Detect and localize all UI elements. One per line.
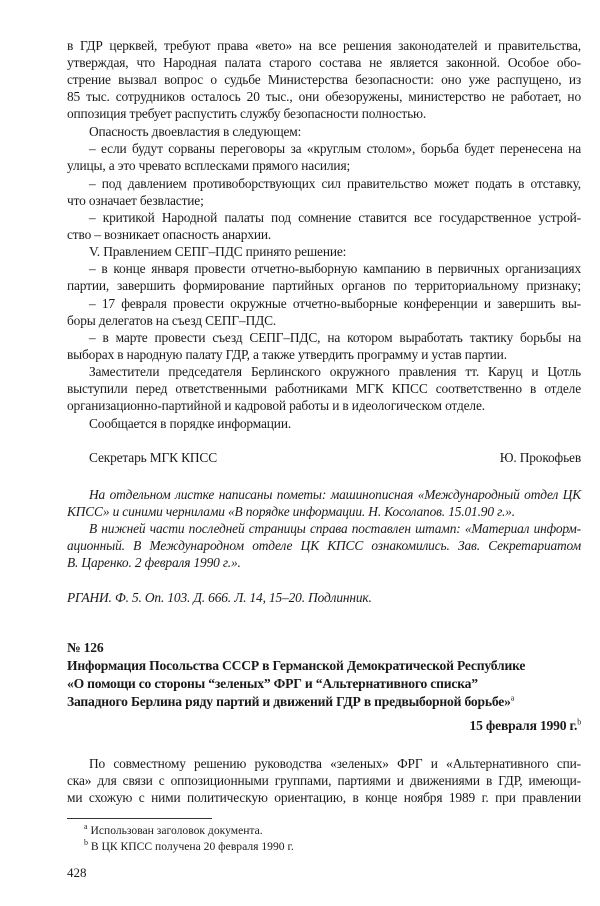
list-item-cont: выборах в народную палату ГДР, а также утвердить программу и устав партии. <box>67 347 507 362</box>
footnote-text: Использован заголовок документа. <box>90 824 263 837</box>
footnote-mark: b <box>84 838 88 848</box>
list-item: – 17 февраля провести окружные отчетно-выборные конференции и завершить вы- <box>89 296 581 311</box>
document-title-line: «О помощи со стороны “зеленых” ФРГ и “Альтернативного списка” <box>67 676 478 691</box>
paragraph-danger: Опасность двоевластия в следующем: <box>89 124 302 139</box>
footnote-mark: a <box>510 693 515 703</box>
body-line: 85 тыс. сотрудников осталось 20 тыс., они обезоружены, министерство не работает, но <box>67 89 581 104</box>
archive-reference: РГАНИ. Ф. 5. Оп. 103. Д. 666. Л. 14, 15–20. Подлинник. <box>67 590 372 605</box>
footnote-divider <box>67 818 212 819</box>
body-line: утверждая, что Народная палата старого состава не является законной. Особое обо- <box>67 55 581 70</box>
list-item: – критикой Народной палаты под сомнение ставится все государственное устрой- <box>89 210 581 225</box>
note-line: На отдельном листке написаны пометы: машинописная «Международный отдел ЦК <box>89 487 581 502</box>
body-line: По совместному решению руководства «зеленых» ФРГ и «Альтернативного спи- <box>89 756 581 771</box>
list-item: – в марте провести съезд СЕПГ–ПДС, на котором выработать тактику борьбы на <box>89 330 581 345</box>
footnote-mark: a <box>84 822 88 832</box>
note-line: КПСС» и синими чернилами «В порядке информации. Н. Косолапов. 15.01.90 г.». <box>67 504 515 519</box>
page-number: 428 <box>67 865 87 880</box>
list-item: – под давлением противоборствующих сил правительство может подать в отставку, <box>89 176 581 191</box>
footnote-text: В ЦК КПСС получена 20 февраля 1990 г. <box>90 840 294 853</box>
note-line: ационный. В Международном отделе ЦК КПСС ознакомились. Зав. Секретариатом <box>67 538 581 553</box>
body-line: организационно-партийной и кадровой работы и в идеологическом отделе. <box>67 398 485 413</box>
list-item-cont: что означает безвластие; <box>67 193 204 208</box>
list-item-cont: боры делегатов на съезд СЕПГ–ПДС. <box>67 313 277 328</box>
signature-name: Ю. Прокофьев <box>499 450 581 465</box>
body-line: ска» для связи с оппозиционными группами, партиями и движениями в ГДР, имеющи- <box>67 773 581 788</box>
list-item-cont: улицы, а это чревато всплесками прямого насилия; <box>67 158 351 173</box>
body-line: оппозиция требует распустить службу безопасности полностью. <box>67 106 427 121</box>
body-line: Заместители председателя Берлинского окружного правления тт. Каруц и Цотль <box>89 364 581 379</box>
note-line: В. Царенко. 2 февраля 1990 г.». <box>67 555 241 570</box>
body-line: ми схожую с ними политическую ориентацию, в конце ноября 1989 г. при правлении <box>67 790 581 805</box>
footnote <box>84 840 294 854</box>
list-item-cont: партии, завершить формирование партийных органов по территориальному признаку; <box>67 278 581 293</box>
note-line: В нижней части последней страницы справа поставлен штамп: «Материал информ- <box>89 521 581 536</box>
list-item: – в конце января провести отчетно-выборную кампанию в первичных организациях <box>89 261 581 276</box>
document-title-text: Западного Берлина ряду партий и движений ГДР в предвыборной борьбе» <box>67 694 511 709</box>
list-item: – если будут сорваны переговоры за «круглым столом», борьба будет перенесена на <box>89 141 581 156</box>
document-number: № 126 <box>67 640 104 655</box>
footnote-mark: b <box>577 717 581 727</box>
document-date: 15 февраля 1990 г. <box>469 718 578 733</box>
document-date-line <box>67 718 581 734</box>
paragraph-v: V. Правлением СЕПГ–ПДС принято решение: <box>89 244 347 259</box>
body-line: в ГДР церквей, требуют права «вето» на все решения законодателей и правительства, <box>67 38 581 53</box>
document-title-line <box>67 694 581 710</box>
list-item-cont: ство – возникает опасность анархии. <box>67 227 272 242</box>
body-line: выступили перед ответственными работниками МГК КПСС соответственно в отделе <box>67 381 581 396</box>
footnote <box>84 824 263 838</box>
paragraph-info: Сообщается в порядке информации. <box>89 416 292 431</box>
document-title-line: Информация Посольства СССР в Германской Демократической Республике <box>67 658 526 673</box>
body-line: стрение вызвал вопрос о судьбе Министерства безопасности: оно уже распущено, из <box>67 72 581 87</box>
signature-position: Секретарь МГК КПСС <box>89 450 217 465</box>
